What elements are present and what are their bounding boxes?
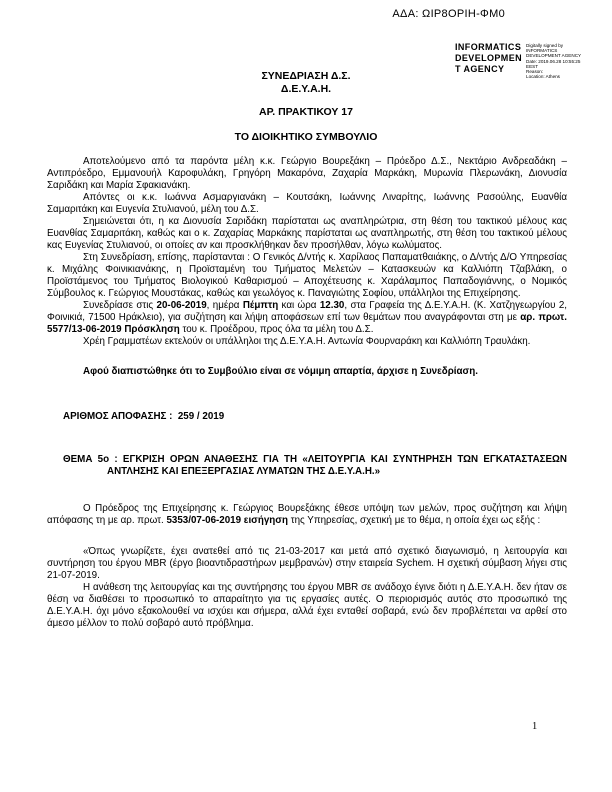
heading-minutes-number: ΑΡ. ΠΡΑΚΤΙΚΟΥ 17 [259,106,353,118]
heading-board-title: ΤΟ ΔΙΟΙΚΗΤΙΚΟ ΣΥΜΒΟΥΛΙΟ [234,131,378,143]
paragraph-session-details [47,300,567,336]
signature-detail-line: Location: Athens [526,74,560,80]
signature-detail-line: Date: 2019.06.28 10:55:25 [526,58,581,64]
signature-detail-line: Reason: [526,69,544,75]
paragraph-secretaries: Χρέη Γραμματέων εκτελούν οι υπάλληλοι της Δ.Ε.Υ.Α.Η. Αντωνία Φουρναράκη και Καλλιόπη Τραυλάκη. [83,336,531,347]
topic-label: ΘΕΜΑ 5ο : [63,454,123,465]
paragraph-quorum: Αφού διαπιστώθηκε ότι το Συμβούλιο είναι σε νόμιμη απαρτία, άρχισε η Συνεδρίαση. [83,366,478,377]
session-time: 12.30 [319,300,345,311]
document-body [47,156,567,630]
signature-agency-line: INFORMATICS [455,42,522,52]
session-text: , στα Γραφεία της Δ.Ε.Υ.Α.Η. (Κ. Χατζηγεωργίου 2, Φοινικιά, 71500 Ηράκλειο), για συζήτηση και λήψη αποφάσεων επί των θεμάτων που αναγράφονται στη με [47,300,567,323]
paragraph-absent-members: Απόντες οι κ.κ. Ιωάννα Ασμαργιανάκη – Κουτσάκη, Ιωάννης Λιναρίτης, Ιωάννης Ρασούλης, Ευανθία Σαμαριτάκη και Ευγενία Στυλιανού, μέλη του Δ.Σ. [47,192,567,215]
heading-session [0,70,612,96]
signature-agency-line: DEVELOPMEN [455,53,523,63]
session-day: Πέμπτη [242,300,279,311]
paragraph-quote-contract: «Όπως γνωρίζετε, έχει ανατεθεί από τις 21-03-2017 και μετά από σχετικό διαγωνισμό, η λειτουργία και συντήρηση του έργου MBR (έργο βιοαντιδραστήρων μεμβρανών) στην εταιρεία Sychem. Η σχετική σύμβαση λήγει στις 21-07-2019. [47,546,567,581]
session-text: , ημέρα [206,300,243,311]
session-text: Συνεδρίασε στις [83,300,157,311]
paragraph-substitutes: Σημειώνεται ότι, η κα Διονυσία Σαριδάκη παρίσταται ως αναπληρώτρια, στη θέση του τακτικού μέλους κας Ευανθίας Σαμαριτάκη, καθώς και ο κ. Ζαχαρίας Μαρκάκης παρίσταται ως αναπληρωτής, στη θέση του τακτικού μέλους κας Ευγενίας Στυλιανού, οι οποίες αν και προσκλήθηκαν δεν προσήλθαν, λόγω κωλύματος. [47,216,567,251]
intro-text: της Υπηρεσίας, σχετική με το θέμα, η οποία έχει ως εξής : [287,515,541,526]
paragraph-present-members: Αποτελούμενο από τα παρόντα μέλη κ.κ. Γεώργιο Βουρεξάκη – Πρόεδρο Δ.Σ., Νεκτάριο Ανδρεαδάκη – Αντιπρόεδρο, Εμμανουήλ Καροφυλάκη, Γρηγόρη Μακαρόνα, Ζαχαρία Μαρκάκη, Μυρωνία Πλερωνάκη, Διονυσία Σαριδάκη και Μαρία Σφακιανάκη. [47,156,567,191]
session-text: και ώρα [278,300,320,311]
session-text: του κ. Προέδρου, προς όλα τα μέλη του Δ.Σ. [179,324,374,335]
intro-text: Ο Πρόεδρος της Επιχείρησης κ. Γεώργιος Βουρεξάκης έθεσε υπόψη των μελών, προς συζήτηση και λήψη απόφασης τη με αρ. πρωτ. [47,503,567,526]
paragraph-quote-staffing: Η ανάθεση της λειτουργίας και της συντήρησης του έργου MBR σε ανάδοχο έγινε διότι η Δ.Ε.Υ.Α.Η. δεν ήταν σε θέση να διαθέσει το προσωπικό το απαραίτητο για τις εργασίες αυτές. Ο περιορισμός αυτός στο προσωπικό της Δ.Ε.Υ.Α.Η. όχι μόνο εξακολουθεί να ισχύει και σήμερα, αλλά έχει ενταθεί σοβαρά, ενώ δεν προβλέπεται να αρθεί στο άμεσο μέλλον το πολύ σοβαρό αυτό πρόβλημα. [47,582,567,629]
signature-detail-line: EEST [526,63,539,69]
signature-detail-line: Digitally signed by [526,43,564,48]
invitation-reference: αρ. πρωτ. 5577/13-06-2019 Πρόσκληση [47,312,568,335]
signature-detail-line: DEVELOPMENT AGENCY [526,53,582,59]
topic-heading [47,454,567,478]
ada-code: ΑΔΑ: ΩΙΡ8ΟΡΙΗ-ΦΜ0 [392,8,505,20]
decision-number: ΑΡΙΘΜΟΣ ΑΠΟΦΑΣΗΣ : 259 / 2019 [63,411,225,422]
paragraph-intro [47,503,567,527]
heading-session-line2: Δ.Ε.Υ.Α.Η. [280,83,332,95]
signature-agency-line: T AGENCY [455,64,505,74]
recommendation-reference: 5353/07-06-2019 εισήγηση [166,515,288,526]
page-number: 1 [532,721,538,732]
signature-detail-line: INFORMATICS [526,48,558,54]
session-date: 20-06-2019 [156,300,207,311]
paragraph-also-present: Στη Συνεδρίαση, επίσης, παρίστανται : Ο Γενικός Δ/ντής κ. Χαρίλαος Παπαματθαιάκης, ο Δ/ντής Δ/Ο Υπηρεσίας κ. Μιχάλης Φοινικιανάκης, η Προϊσταμένη του Τμήματος Μελετών – Κατασκευών κα Καλλιόπη Τζαβλάκη, ο Προϊστάμενος του Τμήματος Βιολογικού Καθαρισμού – Αποχέτευσης κ. Χαράλαμπος Παπαδογιάννης, ο Νομικός Σύμβουλος κ. Γεώργιος Μουστάκας, καθώς και γεωλόγος κ. Παναγιώτης Σοφίου, υπάλληλοι της Επιχείρησης. [47,252,567,299]
heading-session-line1: ΣΥΝΕΔΡΙΑΣΗ Δ.Σ. [261,70,351,82]
topic-text: ΕΓΚΡΙΣΗ ΟΡΩΝ ΑΝΑΘΕΣΗΣ ΓΙΑ ΤΗ «ΛΕΙΤΟΥΡΓΙΑ ΚΑΙ ΣΥΝΤΗΡΗΣΗ ΤΩΝ ΕΓΚΑΤΑΣΤΑΣΕΩΝ ΑΝΤΛΗΣΗΣ ΚΑΙ ΕΠΕΞΕΡΓΑΣΙΑΣ ΛΥΜΑΤΩΝ ΤΗΣ Δ.Ε.Υ.Α.Η.» [107,454,567,477]
